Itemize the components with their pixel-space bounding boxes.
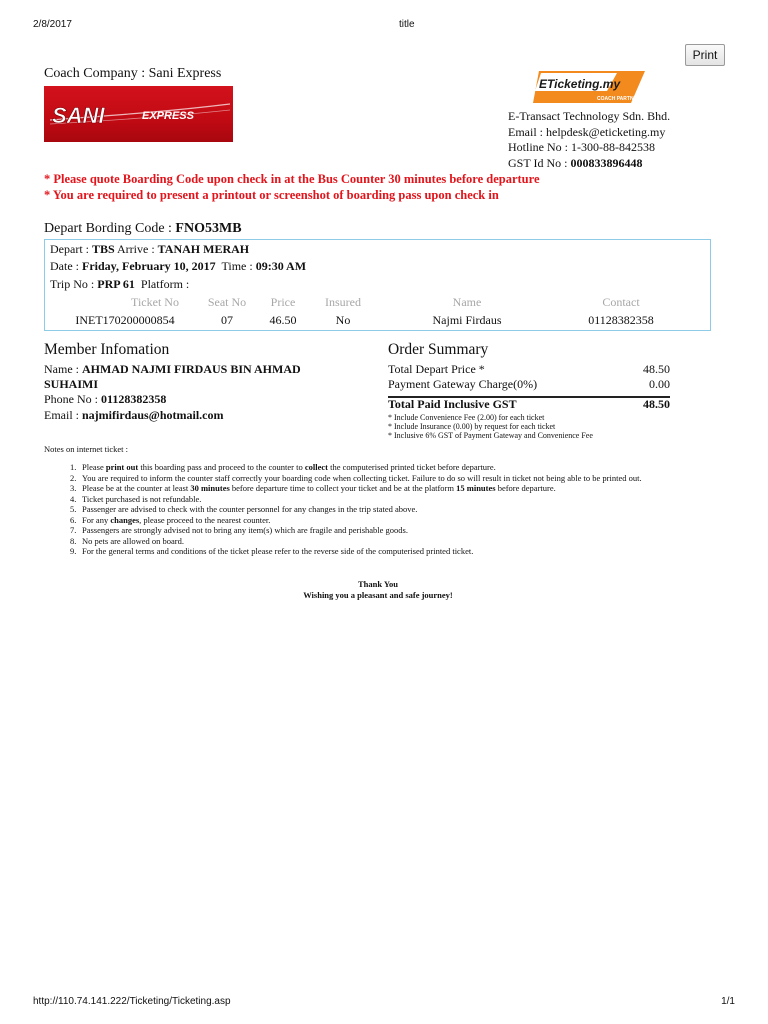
order-value: 0.00 <box>649 377 670 391</box>
order-note: * Include Insurance (0.00) by request for each ticket <box>388 422 556 431</box>
gst-label: GST Id No : <box>508 155 571 170</box>
company-hotline: Hotline No : 1-300-88-842538 <box>508 140 655 154</box>
trip-label: Trip No : <box>50 277 98 291</box>
order-label: Total Depart Price * <box>388 362 485 376</box>
time-label: Time : <box>221 259 256 273</box>
note-item: 5. Passenger are advised to check with the counter personnel for any changes in the trip stated above. <box>70 504 418 514</box>
date-label: Date : <box>50 259 82 273</box>
phone-value: 01128382358 <box>101 392 167 406</box>
trip-details-box <box>44 239 711 331</box>
cell-contact: 01128382358 <box>588 313 654 327</box>
time-value: 09:30 AM <box>255 259 307 273</box>
col-header-insured: Insured <box>325 295 361 309</box>
member-name-line1: AHMAD NAJMI FIRDAUS BIN AHMAD <box>82 362 301 376</box>
cell-seat-no: 07 <box>221 313 233 327</box>
cell-name: Najmi Firdaus <box>432 313 502 327</box>
company-name: E-Transact Technology Sdn. Bhd. <box>508 109 671 123</box>
depart-value: TBS <box>91 242 115 256</box>
order-note: * Inclusive 6% GST of Payment Gateway and Convenience Fee <box>388 431 593 440</box>
member-name-cont <box>44 377 98 392</box>
order-label: Payment Gateway Charge(0%) <box>388 377 538 391</box>
member-email <box>44 408 224 423</box>
phone-label: Phone No : <box>44 392 101 406</box>
note-item: 2. You are required to inform the counter staff correctly your boarding code when collecting ticket. Failure to do so will result in ticket not being able to be printed out. <box>70 472 642 483</box>
depart-code-label: Depart Bording Code : <box>44 221 176 236</box>
order-value: 48.50 <box>643 362 670 376</box>
thank-you-text: Thank You <box>357 579 399 589</box>
print-title: title <box>399 19 415 30</box>
depart-code-value: FNO53MB <box>175 221 242 236</box>
coach-company-label: Coach Company : Sani Express <box>44 66 222 81</box>
note-item: 1. Please print out this boarding pass and proceed to the counter to collect the computerised printed ticket before departure. <box>70 462 496 472</box>
note-item: 9. For the general terms and conditions of the ticket please refer to the reverse side of the computerised printed ticket. <box>70 546 474 556</box>
company-info <box>508 109 670 171</box>
depart-label: Depart : <box>50 242 92 256</box>
member-name-line2: SUHAIMI <box>44 377 99 391</box>
sani-express-logo <box>44 86 233 142</box>
date-value: Friday, February 10, 2017 <box>82 259 216 273</box>
sani-logo-subtext: EXPRESS <box>142 110 194 122</box>
note-item: 4. Ticket purchased is not refundable. <box>70 493 202 504</box>
member-name <box>44 362 301 377</box>
trip-value: PRP 61 <box>97 277 135 291</box>
print-footer <box>33 996 735 1010</box>
order-summary-heading: Order Summary <box>388 341 489 358</box>
order-total-value: 48.50 <box>643 397 670 411</box>
print-url: http://110.74.141.222/Ticketing/Ticketing.asp <box>33 996 231 1007</box>
gst-value: 000833896448 <box>570 155 643 170</box>
col-header-price: Price <box>270 295 296 309</box>
date-line <box>50 259 306 274</box>
note-item: 8. No pets are allowed on board. <box>70 535 184 546</box>
platform-label: Platform : <box>140 277 190 291</box>
member-phone <box>44 392 166 407</box>
note-item: 3. Please be at the counter at least 30 minutes before departure time to collect your ticket and be at the platform 15 minutes before departure. <box>70 483 556 493</box>
col-header-contact: Contact <box>602 295 640 309</box>
eticketing-logo-subtext: COACH PARTNER <box>597 96 641 102</box>
note-item: 7. Passengers are strongly advised not to bring any item(s) which are fragile and perishable goods. <box>70 525 408 535</box>
cell-ticket-no: INET170200000854 <box>75 313 175 327</box>
col-header-ticket-no: Ticket No <box>131 295 179 309</box>
eticketing-logo-text: ETicketing.my <box>539 77 621 91</box>
arrive-value: TANAH MERAH <box>157 242 250 256</box>
route-line <box>50 242 249 257</box>
cell-insured: No <box>335 313 351 327</box>
member-name-label: Name : <box>44 362 82 376</box>
notes-heading: Notes on internet ticket : <box>44 444 129 454</box>
sani-logo-text: SANI <box>52 103 105 128</box>
company-gst <box>508 156 670 172</box>
trip-line <box>50 277 189 292</box>
arrive-label: Arrive : <box>117 242 158 256</box>
order-note: * Include Convenience Fee (2.00) for each ticket <box>388 413 545 422</box>
order-total-label: Total Paid Inclusive GST <box>388 397 517 411</box>
notes-list <box>70 462 710 557</box>
company-email: Email : helpdesk@eticketing.my <box>508 124 666 139</box>
cell-price: 46.50 <box>269 313 297 327</box>
notice-printout: * You are required to present a printout or screenshot of boarding pass upon check in <box>44 188 499 202</box>
notice-boarding-code: * Please quote Boarding Code upon check in at the Bus Counter 30 minutes before departure <box>44 172 540 186</box>
col-header-seat-no: Seat No <box>207 295 247 309</box>
print-page-count: 1/1 <box>721 996 735 1007</box>
email-label: Email : <box>44 408 82 422</box>
email-value: najmifirdaus@hotmail.com <box>82 408 224 422</box>
print-button[interactable]: Print <box>685 44 725 66</box>
member-info-heading: Member Infomation <box>44 341 170 358</box>
col-header-name: Name <box>452 295 482 309</box>
eticketing-logo <box>533 69 645 105</box>
depart-boarding-code <box>44 221 242 237</box>
note-item: 6. For any changes, please proceed to the nearest counter. <box>70 514 271 525</box>
print-header <box>33 19 735 33</box>
safe-journey-text: Wishing you a pleasant and safe journey! <box>303 590 453 600</box>
print-date: 2/8/2017 <box>33 19 72 30</box>
